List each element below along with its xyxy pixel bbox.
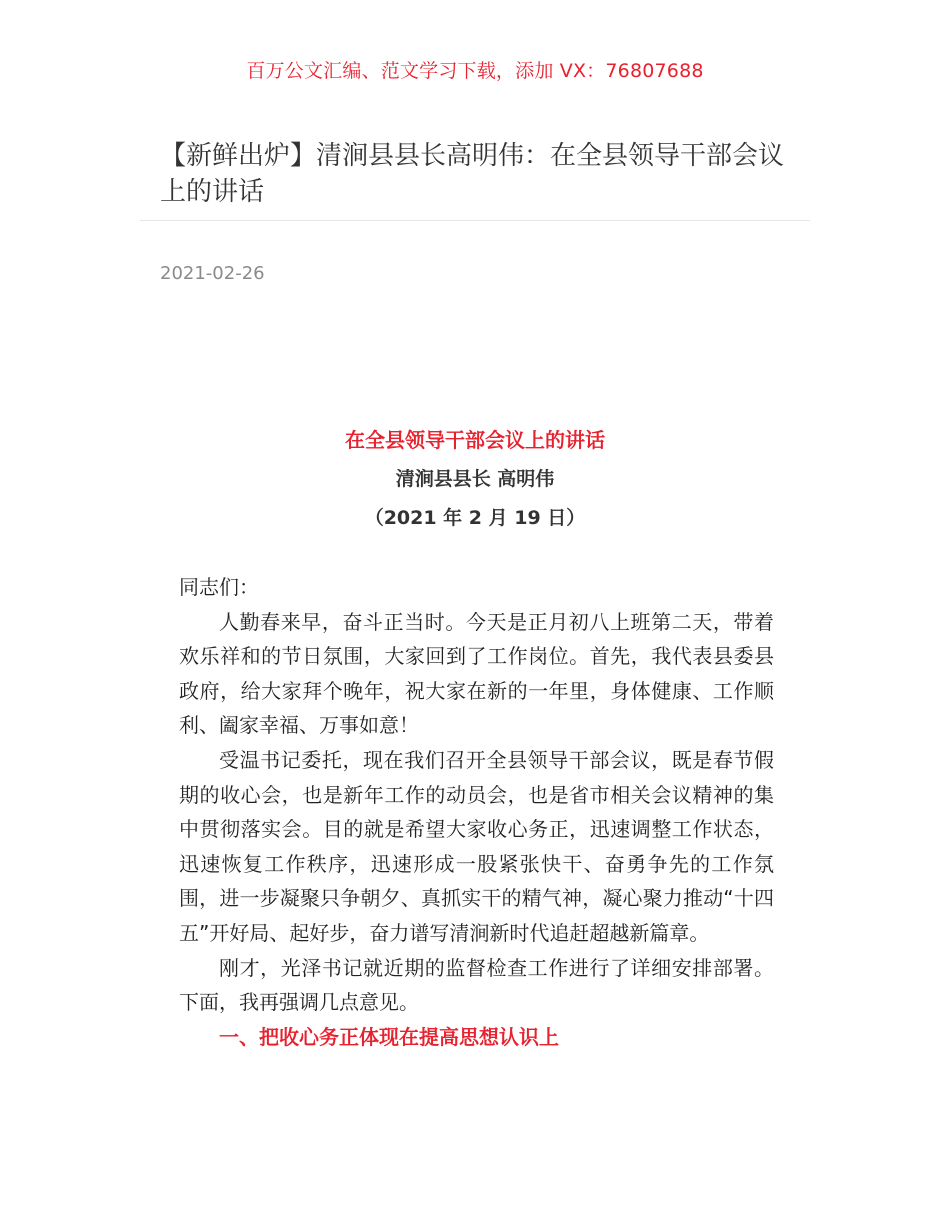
salutation: 同志们：	[179, 575, 259, 599]
article-title: 【新鲜出炉】清涧县县长高明伟：在全县领导干部会议上的讲话	[160, 141, 785, 207]
title-divider	[140, 220, 810, 221]
speaker-line: 清涧县县长 高明伟	[395, 468, 555, 490]
publish-date: 2021-02-26	[160, 263, 265, 284]
body-paragraph: 刚才，光泽书记就近期的监督检查工作进行了详细安排部署。下面，我再强调几点意见。	[179, 955, 774, 1015]
speech-title: 在全县领导干部会议上的讲话	[345, 428, 605, 452]
body-paragraph: 受温书记委托，现在我们召开全县领导干部会议，既是春节假期的收心会，也是新年工作的动员会，也是省市相关会议精神的集中贯彻落实会。目的就是希望大家收心务正，迅速调整工作状态，迅速恢复工作秩序，迅速形成一股紧张快干、奋勇争先的工作氛围，进一步凝聚只争朝夕、真抓实干的精气神，凝心聚力推动“十四五”开好局、起好步，奋力谱写清涧新时代追赶超越新篇章。	[179, 747, 774, 945]
speech-date: （2021 年 2 月 19 日）	[364, 507, 586, 529]
speech-body	[179, 570, 774, 1054]
promo-banner: 百万公文汇编、范文学习下载，添加 VX：76807688	[246, 60, 704, 82]
body-paragraph: 人勤春来早，奋斗正当时。今天是正月初八上班第二天，带着欢乐祥和的节日氛围，大家回到了工作岗位。首先，我代表县委县政府，给大家拜个晚年，祝大家在新的一年里，身体健康、工作顺利、阖家幸福、万事如意！	[179, 609, 774, 738]
section-heading: 一、把收心务正体现在提高思想认识上	[219, 1024, 559, 1049]
